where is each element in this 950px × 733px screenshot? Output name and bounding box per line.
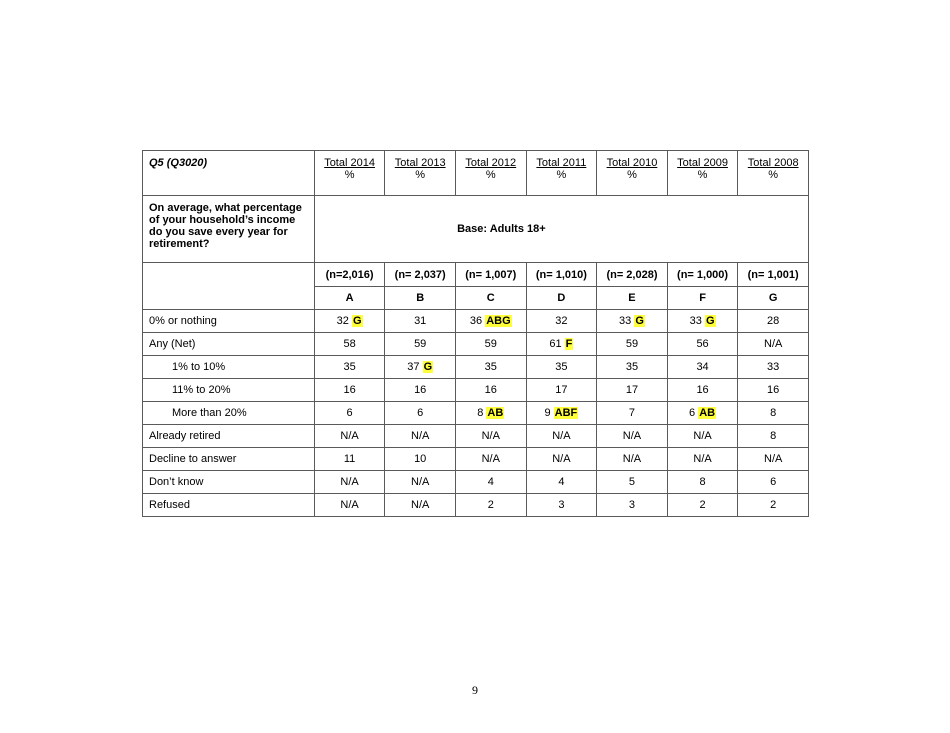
cell-value: 32: [555, 315, 568, 327]
data-cell: [385, 402, 456, 425]
significance-badge: G: [423, 361, 433, 373]
column-year: Total 2009: [677, 157, 728, 169]
table-row: [143, 356, 809, 379]
cell-value: 36: [469, 315, 483, 327]
cell-value: N/A: [411, 430, 430, 442]
cell-value: 4: [558, 476, 565, 488]
data-cell: [385, 471, 456, 494]
cell-value: N/A: [340, 476, 359, 488]
column-header-a: [314, 151, 385, 196]
cell-value: 11: [343, 453, 356, 465]
data-cell: [385, 448, 456, 471]
cell-value: 37: [407, 361, 420, 373]
cell-value: N/A: [622, 453, 642, 465]
column-header-g: [738, 151, 809, 196]
cell-value: 3: [628, 499, 636, 511]
data-cell: [455, 448, 526, 471]
data-cell: [738, 356, 809, 379]
question-id: Q5 (Q3020): [143, 151, 315, 196]
column-letter: E: [597, 287, 668, 310]
cell-value: 33: [619, 315, 632, 327]
row-label: Decline to answer: [143, 448, 315, 471]
data-cell: [455, 425, 526, 448]
sample-size: (n= 1,000): [667, 263, 738, 287]
data-cell: [526, 494, 597, 517]
row-label: 0% or nothing: [143, 310, 315, 333]
data-cell: [738, 425, 809, 448]
data-cell: [455, 494, 526, 517]
data-cell: [667, 379, 738, 402]
header-row: [143, 151, 809, 196]
row-label: Any (Net): [143, 333, 315, 356]
data-cell: [385, 356, 456, 379]
data-cell: [597, 425, 668, 448]
cell-value: N/A: [552, 453, 571, 465]
cell-value: 34: [696, 361, 709, 373]
data-cell: [314, 379, 385, 402]
row-label: Don’t know: [143, 471, 315, 494]
column-letter: G: [738, 287, 809, 310]
data-cell: [385, 425, 456, 448]
table-row: [143, 494, 809, 517]
column-header-d: [526, 151, 597, 196]
data-cell: [314, 425, 385, 448]
question-text: On average, what percentage of your household’s income do you save every year for retirement?: [143, 196, 315, 263]
data-cell: [738, 310, 809, 333]
data-cell: [667, 425, 738, 448]
question-row: [143, 196, 809, 263]
column-year: Total 2010: [606, 157, 658, 169]
column-header-c: [455, 151, 526, 196]
cell-value: 16: [484, 384, 497, 396]
table-row: [143, 425, 809, 448]
column-letter: C: [455, 287, 526, 310]
sample-size: (n=2,016): [314, 263, 385, 287]
data-cell: [314, 471, 385, 494]
column-letter: A: [314, 287, 385, 310]
significance-badge: F: [565, 338, 573, 350]
data-cell: [597, 448, 668, 471]
cell-value: 16: [414, 384, 427, 396]
row-label: Already retired: [143, 425, 315, 448]
data-cell: [667, 333, 738, 356]
data-cell: [738, 402, 809, 425]
cell-value: 56: [696, 338, 709, 350]
cell-value: 16: [767, 384, 780, 396]
data-cell: [455, 471, 526, 494]
data-cell: [385, 333, 456, 356]
column-header-f: [667, 151, 738, 196]
data-cell: [597, 356, 668, 379]
cell-value: 6: [770, 476, 777, 488]
row-label: 1% to 10%: [143, 356, 315, 379]
data-cell: [667, 448, 738, 471]
sample-size: (n= 1,007): [455, 263, 526, 287]
cell-value: N/A: [340, 499, 359, 511]
data-cell: [526, 402, 597, 425]
cell-value: 32: [336, 315, 349, 327]
sample-size: (n= 1,010): [526, 263, 597, 287]
cell-value: 61: [549, 338, 562, 350]
data-cell: [526, 425, 597, 448]
table-row: [143, 333, 809, 356]
data-cell: [314, 494, 385, 517]
table-row: [143, 471, 809, 494]
column-year: Total 2014: [324, 157, 375, 169]
cell-value: N/A: [622, 430, 642, 442]
data-cell: [667, 310, 738, 333]
row-label: 11% to 20%: [143, 379, 315, 402]
column-unit: %: [344, 169, 355, 181]
cell-value: 31: [414, 315, 427, 327]
column-year: Total 2011: [536, 157, 587, 169]
cell-value: N/A: [693, 430, 712, 442]
data-cell: [526, 333, 597, 356]
cell-value: 6: [689, 407, 696, 419]
data-cell: [597, 333, 668, 356]
cell-value: 59: [484, 338, 497, 350]
base-label: Base: Adults 18+: [314, 196, 808, 263]
significance-badge: G: [635, 315, 644, 327]
data-cell: [667, 402, 738, 425]
data-cell: [597, 471, 668, 494]
data-cell: [738, 471, 809, 494]
data-cell: [597, 402, 668, 425]
cell-value: N/A: [764, 338, 783, 350]
cell-value: 16: [343, 384, 356, 396]
data-cell: [455, 402, 526, 425]
cell-value: 33: [767, 361, 780, 373]
sample-size-label: [143, 263, 315, 310]
cell-value: 6: [417, 407, 424, 419]
cell-value: 5: [628, 476, 636, 488]
cell-value: 35: [484, 361, 497, 373]
sample-size: (n= 2,037): [385, 263, 456, 287]
cell-value: 35: [343, 361, 356, 373]
column-letter: B: [385, 287, 456, 310]
data-cell: [526, 310, 597, 333]
data-cell: [526, 448, 597, 471]
cell-value: 17: [625, 384, 639, 396]
cell-value: 58: [343, 338, 356, 350]
cell-value: 4: [487, 476, 494, 488]
cell-value: N/A: [481, 430, 500, 442]
data-cell: [314, 310, 385, 333]
significance-badge: G: [705, 315, 715, 327]
cell-value: 7: [628, 407, 636, 419]
data-cell: [667, 356, 738, 379]
data-cell: [526, 379, 597, 402]
survey-table: [142, 150, 809, 517]
cell-value: 2: [699, 499, 706, 511]
data-cell: [526, 471, 597, 494]
cell-value: 6: [346, 407, 353, 419]
cell-value: 2: [487, 499, 494, 511]
column-unit: %: [627, 169, 637, 181]
cell-value: N/A: [411, 499, 430, 511]
cell-value: N/A: [552, 430, 571, 442]
data-cell: [314, 356, 385, 379]
row-label: More than 20%: [143, 402, 315, 425]
cell-value: 17: [555, 384, 568, 396]
column-year: Total 2012: [465, 157, 517, 169]
cell-value: N/A: [411, 476, 430, 488]
cell-value: N/A: [481, 453, 500, 465]
column-year: Total 2013: [394, 157, 446, 169]
data-cell: [738, 333, 809, 356]
data-cell: [385, 494, 456, 517]
cell-value: 16: [696, 384, 709, 396]
cell-value: 28: [767, 315, 780, 327]
table-row: [143, 448, 809, 471]
column-unit: %: [415, 169, 426, 181]
data-cell: [455, 356, 526, 379]
column-header-e: [597, 151, 668, 196]
data-cell: [738, 494, 809, 517]
data-cell: [314, 402, 385, 425]
cell-value: 59: [414, 338, 427, 350]
column-unit: %: [485, 169, 496, 181]
data-cell: [455, 333, 526, 356]
table-row: [143, 310, 809, 333]
data-cell: [385, 379, 456, 402]
data-cell: [314, 333, 385, 356]
data-cell: [455, 310, 526, 333]
table-row: [143, 402, 809, 425]
cell-value: 8: [699, 476, 706, 488]
cell-value: 8: [770, 430, 777, 442]
data-cell: [597, 310, 668, 333]
cell-value: N/A: [764, 453, 783, 465]
cell-value: 8: [770, 407, 777, 419]
significance-badge: AB: [699, 407, 716, 419]
significance-badge: ABG: [486, 315, 511, 327]
cell-value: N/A: [340, 430, 359, 442]
table-row: [143, 379, 809, 402]
data-cell: [738, 448, 809, 471]
column-unit: %: [697, 169, 708, 181]
cell-value: 2: [770, 499, 777, 511]
data-cell: [314, 448, 385, 471]
cell-value: 59: [625, 338, 639, 350]
data-cell: [667, 494, 738, 517]
page-number: 9: [472, 683, 478, 697]
data-cell: [385, 310, 456, 333]
column-unit: %: [768, 169, 779, 181]
sample-size: (n= 2,028): [597, 263, 668, 287]
data-cell: [597, 494, 668, 517]
cell-value: 3: [558, 499, 565, 511]
column-header-b: [385, 151, 456, 196]
cell-value: 35: [555, 361, 568, 373]
column-unit: %: [556, 169, 567, 181]
significance-badge: ABF: [554, 407, 578, 419]
cell-value: N/A: [693, 453, 712, 465]
data-cell: [738, 379, 809, 402]
cell-value: 9: [544, 407, 551, 419]
cell-value: 10: [414, 453, 427, 465]
column-letter: D: [526, 287, 597, 310]
significance-badge: G: [352, 315, 362, 327]
significance-badge: AB: [487, 407, 504, 419]
row-label: Refused: [143, 494, 315, 517]
cell-value: 33: [689, 315, 702, 327]
cell-value: 8: [477, 407, 484, 419]
data-cell: [597, 379, 668, 402]
sample-size: (n= 1,001): [738, 263, 809, 287]
column-letter: F: [667, 287, 738, 310]
column-year: Total 2008: [747, 157, 799, 169]
cell-value: 35: [625, 361, 639, 373]
data-cell: [667, 471, 738, 494]
data-cell: [455, 379, 526, 402]
data-cell: [526, 356, 597, 379]
sample-size-row: [143, 263, 809, 287]
